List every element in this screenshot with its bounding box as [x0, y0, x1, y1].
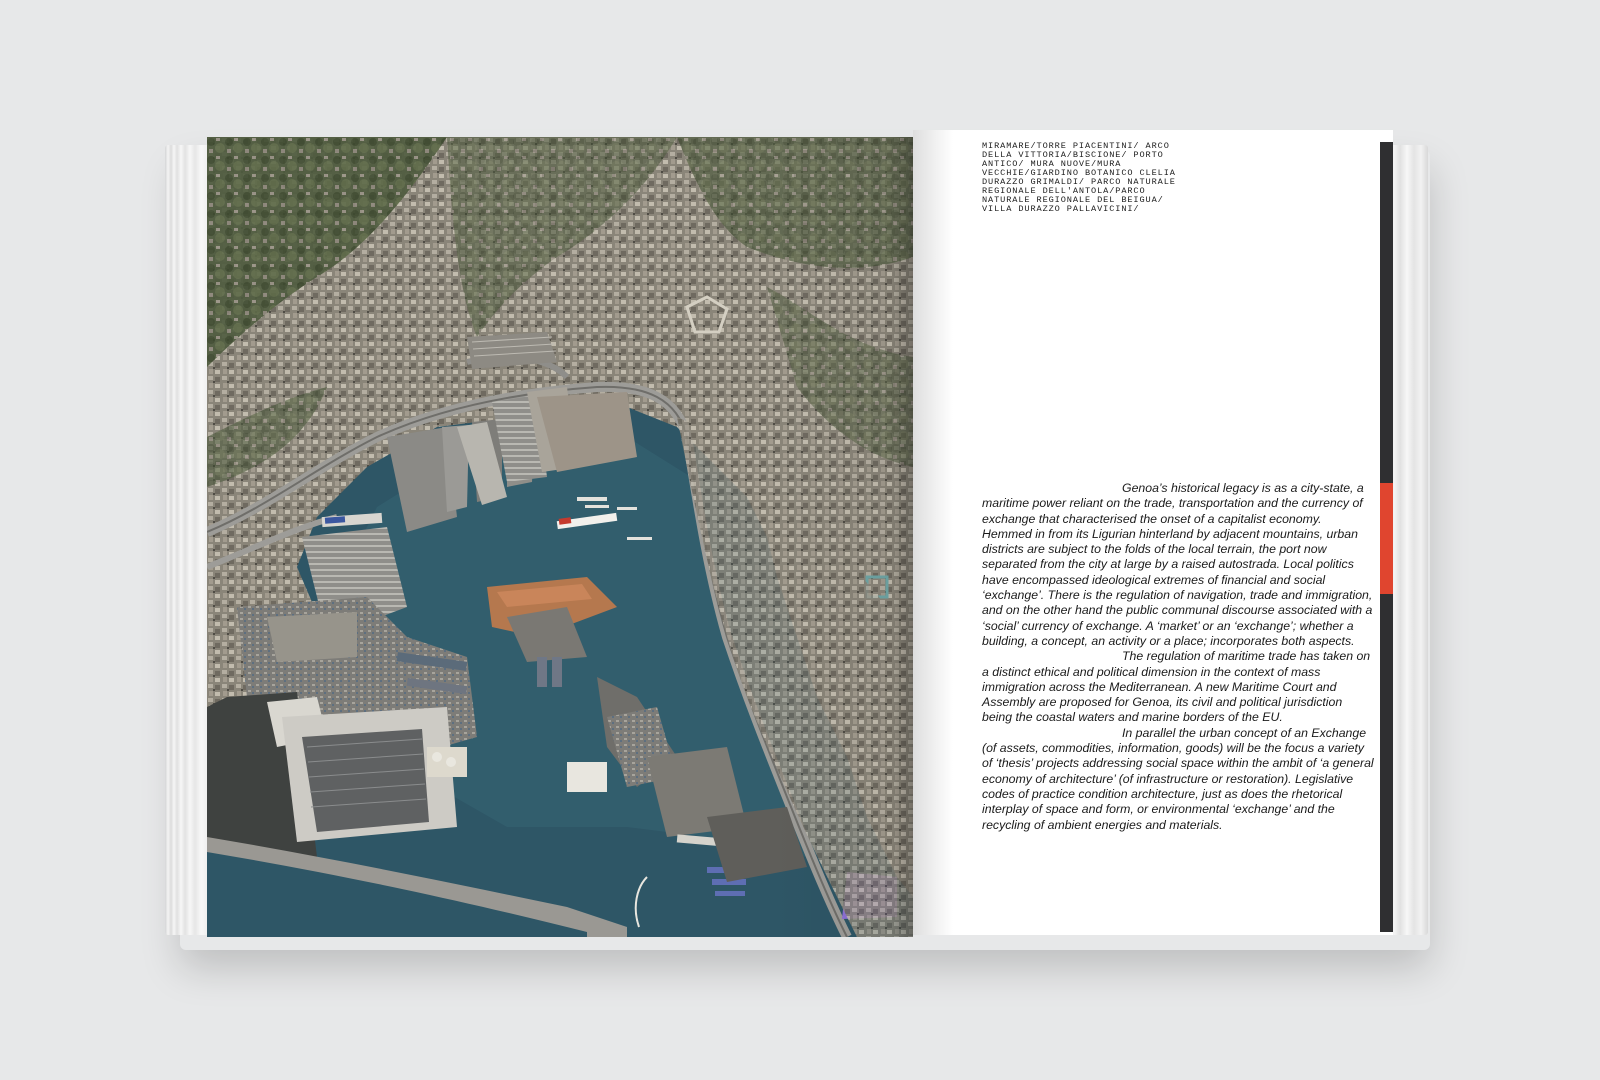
page-edge-red-tab: [1380, 483, 1393, 594]
paragraph: [982, 726, 1374, 833]
aerial-map-illustration: [207, 137, 913, 937]
gutter-shadow: [913, 130, 953, 935]
aerial-photo-genoa-port: [207, 137, 913, 937]
paragraph-text: Genoa’s historical legacy is as a city-state, a maritime power reliant on the trade, transportation and the currency of exchange that characterised the onset of a capitalist economy. Hemmed in from its Ligurian hinterland by adjacent mountains, urban districts are subject to the folds of the local terrain, the port now separated from the city at large by a raised autostrada. Local politics have encompassed ideological extremes of financial and social ‘exchange’. There is the regulation of navigation, trade and immigration, and on the other hand the public communal discourse associated with a ‘social’ currency of exchange. A ‘market’ or an ‘exchange’; whether a building, a concept, an activity or a place; incorporates both aspects.: [982, 481, 1373, 648]
left-page-edges: [165, 145, 210, 935]
right-page: [913, 130, 1393, 935]
paragraph: [982, 481, 1374, 649]
body-text: [982, 481, 1374, 833]
places-list: MIRAMARE/TORRE PIACENTINI/ ARCO DELLA VITTORIA/BISCIONE/ PORTO ANTICO/ MURA NUOVE/MURA VECCHIE/GIARDINO BOTANICO CLELIA DURAZZO GRIMALDI/ PARCO NATURALE REGIONALE DELL'ANTOLA/PARCO NATURALE REGIONALE DEL BEIGUA/ VILLA DURAZZO PALLAVICINI/: [982, 141, 1176, 214]
paragraph-text: The regulation of maritime trade has taken on a distinct ethical and political dimension in the context of mass immigration across the Mediterranean. A new Maritime Court and Assembly are proposed for Genoa, its civil and political jurisdiction being the coastal waters and marine borders of the EU.: [982, 649, 1371, 725]
paragraph: [982, 649, 1374, 725]
paragraph-text: In parallel the urban concept of an Exchange (of assets, commodities, information, goods) will be the focus a variety of ‘thesis’ projects addressing social space within the ambit of ‘a general economy of architecture’ (of infrastructure or restoration). Legislative codes of practice condition architecture, just as does the rhetorical interplay of space and form, or environmental ‘exchange’ and the recycling of ambient energies and materials.: [982, 725, 1374, 832]
